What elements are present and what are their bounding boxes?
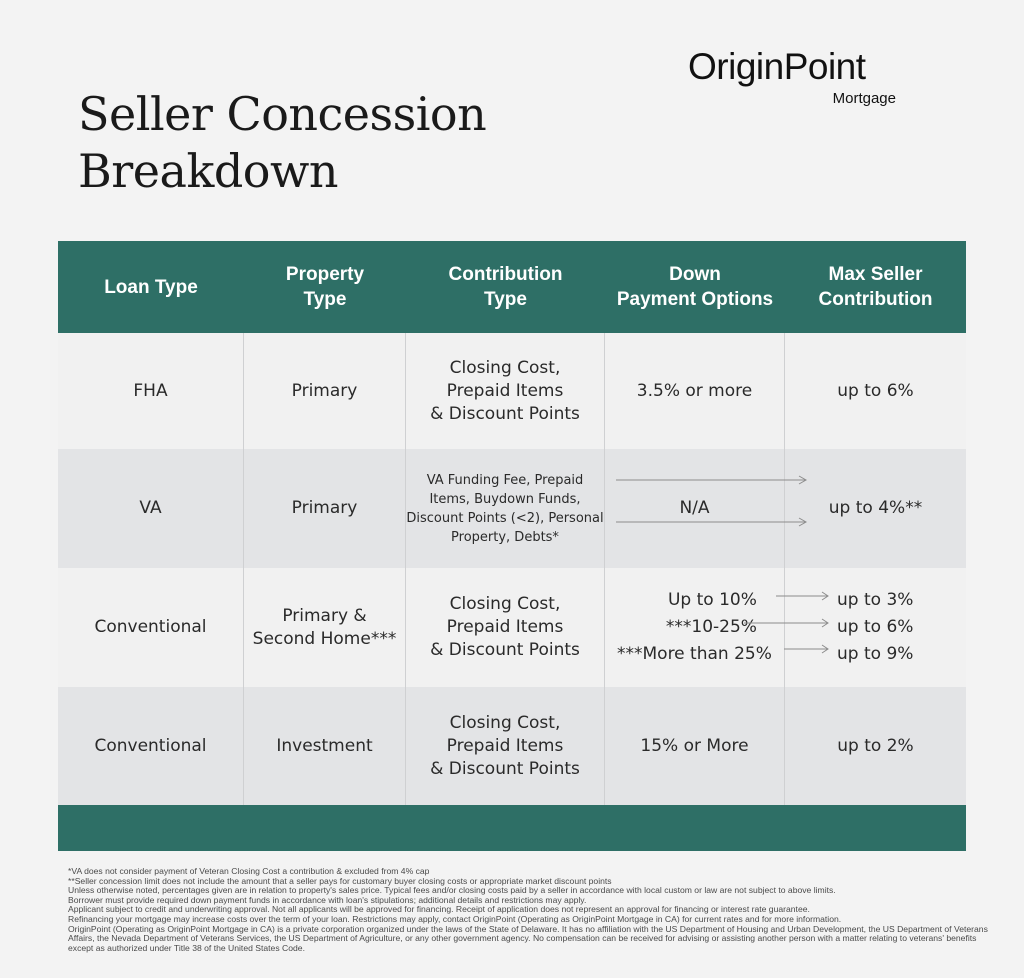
table-row: [58, 687, 966, 805]
footnote: Borrower must provide required down payment funds in accordance with loan's stipulations; additional details and restrictions may apply.: [68, 894, 587, 905]
cell-down-payment: 3.5% or more: [605, 333, 785, 449]
max-contribution-option: up to 6%: [837, 617, 914, 637]
cell-contribution-type: Closing Cost, Prepaid Items & Discount Points: [406, 568, 605, 687]
footnote: **Seller concession limit does not include the amount that a seller pays for customary buyer closing costs or appropriate market discount points: [68, 875, 612, 886]
table-footer-bar: [58, 805, 966, 851]
cell-property-type: Primary: [244, 333, 406, 449]
footnote: Refinancing your mortgage may increase costs over the term of your loan. Restrictions may apply, contact OriginPoint (Operating as OriginPoint Mortgage in CA) for current rates and for more information.: [68, 913, 842, 924]
cell-loan-type: VA: [58, 449, 244, 568]
header-contribution-type: Contribution Type: [448, 264, 563, 310]
brand-logo: [688, 46, 900, 107]
cell-loan-type: FHA: [58, 333, 244, 449]
cell-contribution-type: Closing Cost, Prepaid Items & Discount Points: [406, 687, 605, 805]
down-payment-option: Up to 10%: [667, 590, 757, 610]
cell-property-type: Primary: [244, 449, 406, 568]
concession-table: [58, 241, 966, 851]
down-payment-option: ***More than 25%: [617, 644, 772, 664]
max-contribution-options: [837, 568, 913, 687]
cell-down-payment: [605, 568, 785, 687]
max-contribution-option: up to 9%: [837, 644, 914, 664]
page-title: [78, 86, 486, 200]
cell-down-payment: N/A: [605, 449, 785, 568]
footnote: OriginPoint (Operating as OriginPoint Mortgage in CA) is a private corporation organized under the laws of the State of Delaware. It has no affiliation with the US Department of Housing and Urban Development, the US Department of Veterans Affairs, the Nevada Department of Veterans Services, the US Department of Agriculture, or any other government agency. No compensation can be received for advising or assisting another person with a matter relating to veterans' benefits except as authorized under Title 38 of the United States Code.: [68, 923, 988, 953]
logo-subtitle: Mortgage: [832, 90, 896, 107]
table-header: [58, 241, 966, 333]
cell-loan-type: Conventional: [58, 568, 244, 687]
header-max-contribution: Max Seller Contribution: [818, 264, 933, 310]
logo-wordmark: OriginPoint: [688, 46, 866, 87]
cell-max-contribution: up to 4%**: [828, 498, 923, 518]
down-payment-option: ***10-25%: [665, 617, 757, 637]
footnote: Applicant subject to credit and underwriting approval. Not all applicants will be approved for financing. Receipt of application does not represent an approval for financing or interest rate guarantee.: [68, 904, 810, 915]
cell-max-contribution: up to 2%: [837, 735, 914, 756]
header-property-type: Property Type: [285, 264, 365, 310]
disclaimer-footnotes: [68, 867, 988, 953]
down-payment-options: [617, 568, 772, 687]
title-line-1: Seller Concession: [78, 87, 487, 141]
cell-contribution-type: VA Funding Fee, Prepaid Items, Buydown Funds, Discount Points (<2), Personal Property, Debts*: [406, 449, 605, 568]
cell-contribution-type: Closing Cost, Prepaid Items & Discount Points: [406, 333, 605, 449]
cell-property-type: Primary & Second Home***: [244, 568, 406, 687]
cell-property-type: Investment: [244, 687, 406, 805]
header-down-payment: Down Payment Options: [616, 264, 774, 310]
cell-max-contribution: [785, 568, 966, 687]
table-row: [58, 449, 966, 568]
title-line-2: Breakdown: [78, 144, 338, 198]
table-row: [58, 568, 966, 687]
footnote: Unless otherwise noted, percentages given are in relation to property's sales price. Typical fees and/or closing costs paid by a seller in accordance with local custom or law are not subject to above limits.: [68, 885, 836, 896]
cell-max-contribution: up to 6%: [837, 380, 914, 401]
cell-loan-type: Conventional: [58, 687, 244, 805]
max-contribution-option: up to 3%: [837, 590, 914, 610]
header-loan-type: Loan Type: [104, 276, 198, 298]
cell-down-payment: 15% or More: [605, 687, 785, 805]
footnote: *VA does not consider payment of Veteran Closing Cost a contribution & excluded from 4% cap: [68, 866, 430, 876]
table-row: [58, 333, 966, 449]
